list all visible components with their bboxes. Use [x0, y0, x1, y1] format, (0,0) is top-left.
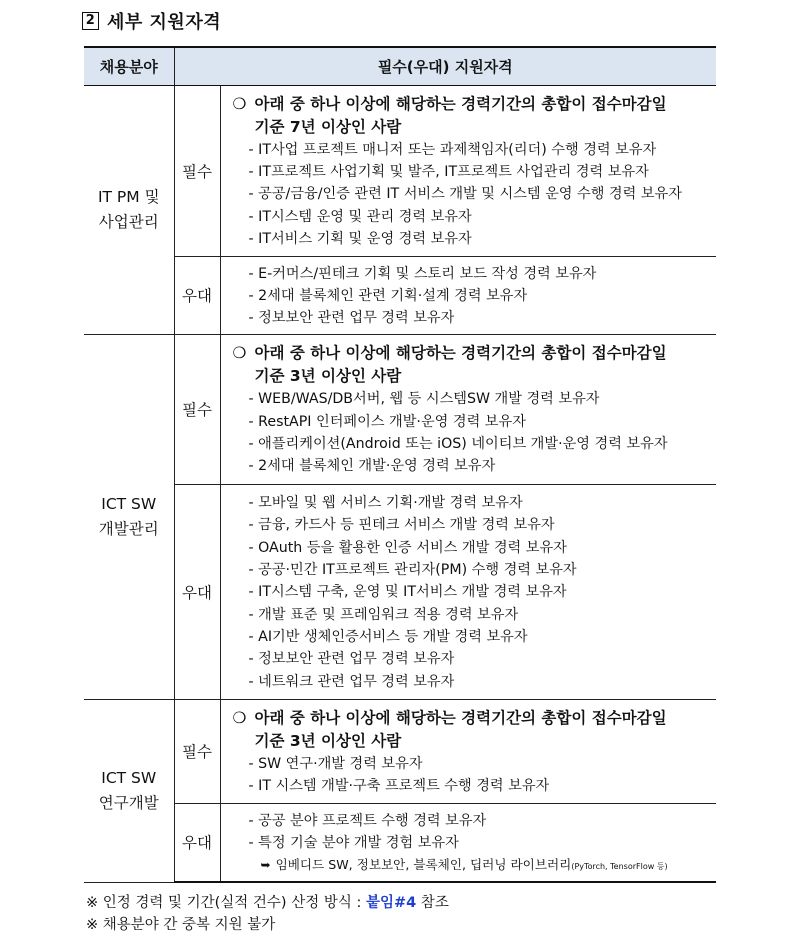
footnotes — [86, 892, 449, 936]
required-label: 필수 — [174, 334, 220, 484]
table-row — [84, 484, 716, 699]
list-item: - 공공·민간 IT프로젝트 관리자(PM) 수행 경력 보유자 — [248, 562, 577, 579]
preferred-label: 우대 — [174, 484, 220, 699]
list-item: - AI기반 생체인증서비스 등 개발 경력 보유자 — [248, 628, 528, 645]
table-header-row — [84, 47, 716, 85]
list-item: - 애플리케이션(Android 또는 iOS) 네이티브 개발·운영 경력 보유자 — [248, 436, 668, 452]
list-item: - 특정 기술 분야 개발 경험 보유자 — [248, 835, 459, 852]
list-item: - 공공 분야 프로젝트 수행 경력 보유자 — [248, 812, 487, 829]
list-item: - IT시스템 구축, 운영 및 IT서비스 개발 경력 보유자 — [248, 584, 567, 601]
footnote-duplicate: ※ 채용분야 간 중복 지원 불가 — [86, 917, 276, 933]
lead-line: 기준 3년 이상인 사람 — [254, 367, 402, 386]
preferred-content — [220, 484, 716, 699]
section-title — [82, 8, 221, 34]
circle-bullet-icon: ❍ — [232, 708, 247, 727]
footnote-text: ※ 인정 경력 및 기간(실적 건수) 산정 방식 : — [86, 895, 366, 911]
circle-bullet-icon: ❍ — [232, 344, 247, 363]
list-item: - 2세대 블록체인 개발·운영 경력 보유자 — [248, 458, 496, 475]
field-name: 연구개발 — [98, 793, 159, 812]
list-item: - 공공/금융/인증 관련 IT 서비스 개발 및 시스템 운영 수행 경력 보유자 — [248, 186, 682, 203]
table-row — [84, 699, 716, 803]
attachment-link[interactable]: 붙임#4 — [365, 895, 417, 911]
field-name: 사업관리 — [98, 212, 159, 231]
list-item: - 2세대 블록체인 관련 기획·설계 경력 보유자 — [248, 287, 528, 304]
list-item: - SW 연구·개발 경력 보유자 — [248, 755, 423, 772]
list-item: - 개발 표준 및 프레임워크 적용 경력 보유자 — [248, 606, 519, 623]
list-item: - WEB/WAS/DB서버, 웹 등 시스템SW 개발 경력 보유자 — [248, 391, 600, 408]
lead-line: 기준 3년 이상인 사람 — [254, 731, 402, 750]
list-item: - IT사업 프로젝트 매니저 또는 과제책임자(리더) 수행 경력 보유자 — [248, 141, 657, 158]
field-cell — [84, 85, 174, 334]
curved-arrow-icon: ➥ — [260, 857, 271, 872]
sub-item-text: 임베디드 SW, 정보보안, 블록체인, 딥러닝 라이브러리 — [275, 856, 572, 872]
required-label: 필수 — [174, 699, 220, 803]
list-item: - OAuth 등을 활용한 인증 서비스 개발 경력 보유자 — [248, 539, 567, 556]
circle-bullet-icon: ❍ — [232, 94, 247, 113]
preferred-content — [220, 256, 716, 334]
list-item: - 네트워크 관련 업무 경력 보유자 — [248, 673, 455, 690]
list-item: - 모바일 및 웹 서비스 기획·개발 경력 보유자 — [248, 495, 523, 512]
lead-statement — [233, 93, 711, 139]
required-label: 필수 — [174, 85, 220, 256]
qualification-table — [84, 46, 716, 883]
field-name: ICT SW — [101, 494, 157, 513]
required-content — [220, 334, 716, 484]
list-item: - IT프로젝트 사업기획 및 발주, IT프로젝트 사업관리 경력 보유자 — [248, 164, 649, 181]
footnote-text: 참조 — [416, 895, 449, 911]
table-row — [84, 334, 716, 484]
field-name: ICT SW — [101, 768, 157, 787]
list-item: - 정보보안 관련 업무 경력 보유자 — [248, 651, 455, 668]
list-item: - IT 시스템 개발·구축 프로젝트 수행 경력 보유자 — [248, 778, 550, 794]
list-item: - 금융, 카드사 등 핀테크 서비스 개발 경력 보유자 — [248, 517, 555, 534]
preferred-label: 우대 — [174, 803, 220, 882]
preferred-content — [220, 803, 716, 882]
lead-line: 아래 중 하나 이상에 해당하는 경력기간의 총합이 접수마감일 — [254, 344, 667, 363]
field-name: 개발관리 — [98, 519, 159, 538]
field-name: IT PM 및 — [97, 187, 160, 206]
lead-line: 아래 중 하나 이상에 해당하는 경력기간의 총합이 접수마감일 — [254, 708, 667, 727]
required-content — [220, 85, 716, 256]
field-cell — [84, 334, 174, 699]
lead-line: 아래 중 하나 이상에 해당하는 경력기간의 총합이 접수마감일 — [254, 94, 667, 113]
footnote-reference — [86, 892, 449, 914]
sub-item-examples: (PyTorch, TensorFlow 등) — [571, 861, 668, 871]
section-title-text: 세부 지원자격 — [107, 12, 222, 33]
header-qualifications: 필수(우대) 지원자격 — [174, 47, 716, 85]
lead-line: 기준 7년 이상인 사람 — [254, 117, 402, 136]
preferred-label: 우대 — [174, 256, 220, 334]
list-item: - E-커머스/핀테크 기획 및 스토리 보드 작성 경력 보유자 — [248, 265, 597, 282]
field-cell — [84, 699, 174, 882]
table-row — [84, 256, 716, 334]
table-row — [84, 85, 716, 256]
section-number-box: 2 — [82, 12, 99, 30]
lead-statement — [233, 342, 711, 388]
list-item: - IT시스템 운영 및 관리 경력 보유자 — [248, 208, 472, 225]
lead-statement — [233, 707, 711, 753]
list-item: - RestAPI 인터페이스 개발·운영 경력 보유자 — [248, 413, 526, 430]
header-field: 채용분야 — [84, 47, 174, 85]
list-item: - 정보보안 관련 업무 경력 보유자 — [248, 310, 455, 327]
list-item: - IT서비스 기획 및 운영 경력 보유자 — [248, 230, 472, 247]
sub-item — [233, 855, 711, 877]
required-content — [220, 699, 716, 803]
table-row — [84, 803, 716, 882]
